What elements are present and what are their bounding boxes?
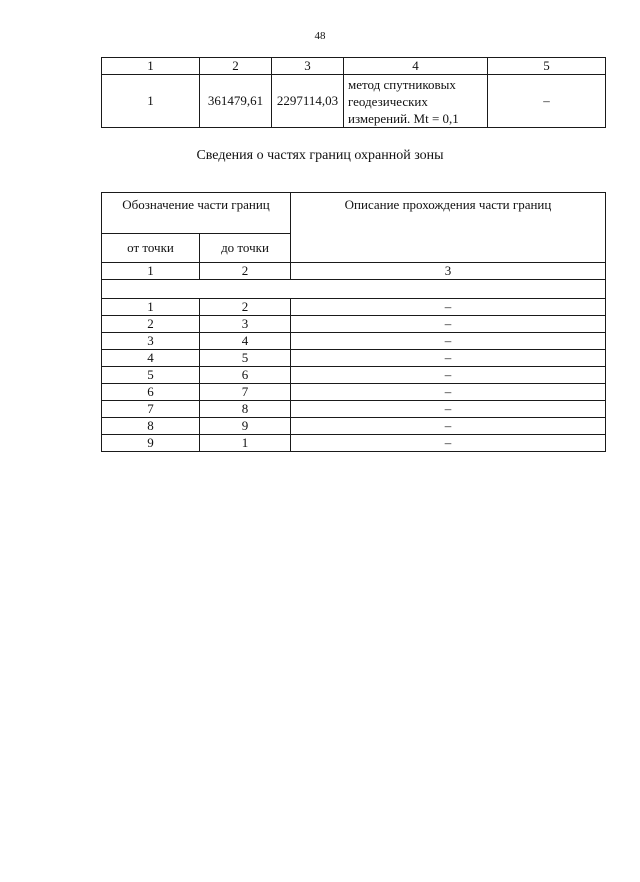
coords-data-row <box>102 75 606 128</box>
method-line: геодезических <box>348 93 428 109</box>
coords-header-cell: 3 <box>272 58 344 75</box>
coords-header-cell: 2 <box>200 58 272 75</box>
empty-row <box>102 280 606 299</box>
column-numbering-row <box>102 263 606 280</box>
description-cell: – <box>291 401 606 418</box>
table-row <box>102 435 606 452</box>
table-row <box>102 401 606 418</box>
to-point-cell: 1 <box>200 435 291 452</box>
boundary-parts-table <box>101 192 606 452</box>
description-cell: – <box>291 350 606 367</box>
from-point-cell: 4 <box>102 350 200 367</box>
description-cell: – <box>291 435 606 452</box>
to-point-cell: 7 <box>200 384 291 401</box>
point-number-cell: 1 <box>102 75 200 128</box>
from-point-cell: 5 <box>102 367 200 384</box>
method-line: метод спутниковых <box>348 76 456 92</box>
coords-header-cell: 5 <box>488 58 606 75</box>
coords-header-cell: 1 <box>102 58 200 75</box>
method-line: измерений. Mt = 0,1 <box>348 110 459 126</box>
description-cell: – <box>291 384 606 401</box>
from-point-cell: 7 <box>102 401 200 418</box>
table-row <box>102 316 606 333</box>
table-row <box>102 384 606 401</box>
table-row <box>102 418 606 435</box>
column-number: 3 <box>291 263 606 280</box>
from-point-cell: 8 <box>102 418 200 435</box>
from-point-cell: 2 <box>102 316 200 333</box>
coordinates-table <box>101 57 606 128</box>
column-number: 1 <box>102 263 200 280</box>
coords-header-cell: 4 <box>344 58 488 75</box>
table-row <box>102 367 606 384</box>
header-to-point: до точки <box>200 234 291 263</box>
page-number: 48 <box>314 30 326 42</box>
header-part-designation: Обозначение части границ <box>102 193 291 234</box>
header-from-point: от точки <box>102 234 200 263</box>
from-point-cell: 9 <box>102 435 200 452</box>
section-title: Сведения о частях границ охранной зоны <box>196 148 444 163</box>
table-row <box>102 350 606 367</box>
to-point-cell: 4 <box>200 333 291 350</box>
method-cell <box>344 75 488 128</box>
y-coordinate-cell: 2297114,03 <box>272 75 344 128</box>
from-point-cell: 6 <box>102 384 200 401</box>
to-point-cell: 8 <box>200 401 291 418</box>
point-description-cell: – <box>488 75 606 128</box>
to-point-cell: 5 <box>200 350 291 367</box>
to-point-cell: 3 <box>200 316 291 333</box>
from-point-cell: 1 <box>102 299 200 316</box>
description-cell: – <box>291 367 606 384</box>
to-point-cell: 2 <box>200 299 291 316</box>
description-cell: – <box>291 316 606 333</box>
table-row <box>102 333 606 350</box>
coords-header-row <box>102 58 606 75</box>
to-point-cell: 6 <box>200 367 291 384</box>
description-cell: – <box>291 299 606 316</box>
table-row <box>102 299 606 316</box>
to-point-cell: 9 <box>200 418 291 435</box>
description-cell: – <box>291 333 606 350</box>
parts-header-row <box>102 193 606 234</box>
column-number: 2 <box>200 263 291 280</box>
description-cell: – <box>291 418 606 435</box>
empty-cell <box>102 280 606 299</box>
header-part-description: Описание прохождения части границ <box>291 193 606 263</box>
from-point-cell: 3 <box>102 333 200 350</box>
x-coordinate-cell: 361479,61 <box>200 75 272 128</box>
